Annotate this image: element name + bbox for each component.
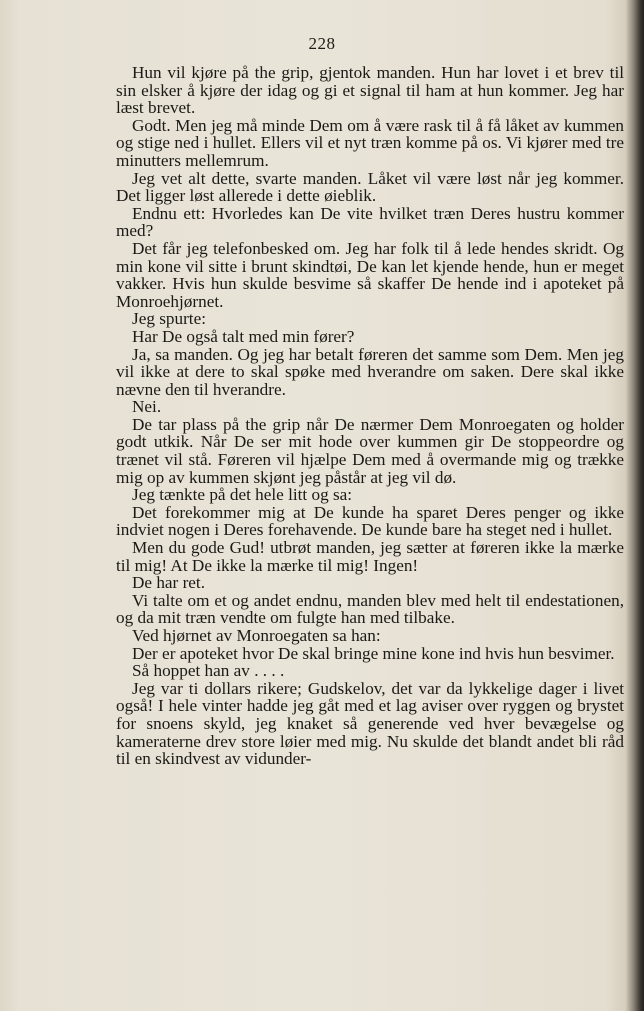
paragraph: Hun vil kjøre på the grip, gjentok manden. Hun har lovet i et brev til sin elsker å kjøre der idag og gi et signal til ham at hun kommer. Jeg har læst brevet. bbox=[116, 63, 624, 118]
paragraph: Det får jeg telefonbesked om. Jeg har folk til å lede hendes skridt. Og min kone vil sitte i brunt skindtøi, De kan let kjende hende, hun er meget vakker. Hvis hun skulde besvime så skaffer De hende ind i apoteket på Monroehjørnet. bbox=[116, 238, 624, 311]
paragraph: De har ret. bbox=[132, 573, 206, 593]
paragraph: Har De også talt med min fører? bbox=[132, 326, 355, 346]
paragraph: Godt. Men jeg må minde Dem om å være rask til å få låket av kummen og stige ned i hullet. Ellers vil et nyt træn komme på os. Vi kjører med tre minutters mellemrum. bbox=[116, 115, 624, 170]
paragraph: Jeg vet alt dette, svarte manden. Låket vil være løst når jeg kommer. Det ligger løst allerede i dette øieblik. bbox=[116, 168, 624, 206]
paragraph: Jeg var ti dollars rikere; Gudskelov, det var da lykkelige dager i livet også! I hele vinter hadde jeg gåt med et lag aviser over ryggen og brystet for snoens skyld, jeg knaket så generende ved hver bevægelse og kameraterne drev store løier med mig. Nu skulde det blandt andet bli råd til en skindvest av vidunder- bbox=[116, 678, 624, 769]
paragraph: Men du gode Gud! utbrøt manden, jeg sætter at føreren ikke la mærke til mig! At De ikke la mærke til mig! Ingen! bbox=[116, 538, 624, 575]
paragraph: Jeg tænkte på det hele litt og sa: bbox=[132, 485, 353, 505]
paragraph: Ved hjørnet av Monroegaten sa han: bbox=[132, 626, 381, 645]
body-text bbox=[116, 64, 624, 768]
paragraph: Der er apoteket hvor De skal bringe mine kone ind hvis hun besvimer. bbox=[132, 643, 615, 663]
book-spine-shadow bbox=[626, 0, 644, 1011]
paragraph: Det forekommer mig at De kunde ha sparet Deres penger og ikke indviet nogen i Deres forehavende. De kunde bare ha steget ned i hullet. bbox=[116, 502, 624, 540]
paragraph: De tar plass på the grip når De nærmer Dem Monroegaten og holder godt utkik. Når De ser mit hode over kummen gir De stoppeordre og trænet vil stå. Føreren vil hjælpe Dem med å overmande mig og trække mig op av kummen skjønt jeg påstår at jeg vil dø. bbox=[116, 414, 624, 487]
paragraph: Jeg spurte: bbox=[132, 309, 206, 329]
page-number: 228 bbox=[308, 34, 336, 53]
paragraph: Endnu ett: Hvorledes kan De vite hvilket træn Deres hustru kommer med? bbox=[116, 203, 624, 241]
paragraph: Ja, sa manden. Og jeg har betalt føreren det samme som Dem. Men jeg vil ikke at dere to skal spøke med hverandre om saken. Dere skal ikke nævne den til hverandre. bbox=[116, 344, 624, 399]
paragraph: Så hoppet han av . . . . bbox=[132, 661, 285, 681]
paragraph: Nei. bbox=[132, 397, 162, 417]
paragraph: Vi talte om et og andet endnu, manden blev med helt til endestationen, og da mit træn vendte om fulgte han med tilbake. bbox=[116, 590, 624, 628]
